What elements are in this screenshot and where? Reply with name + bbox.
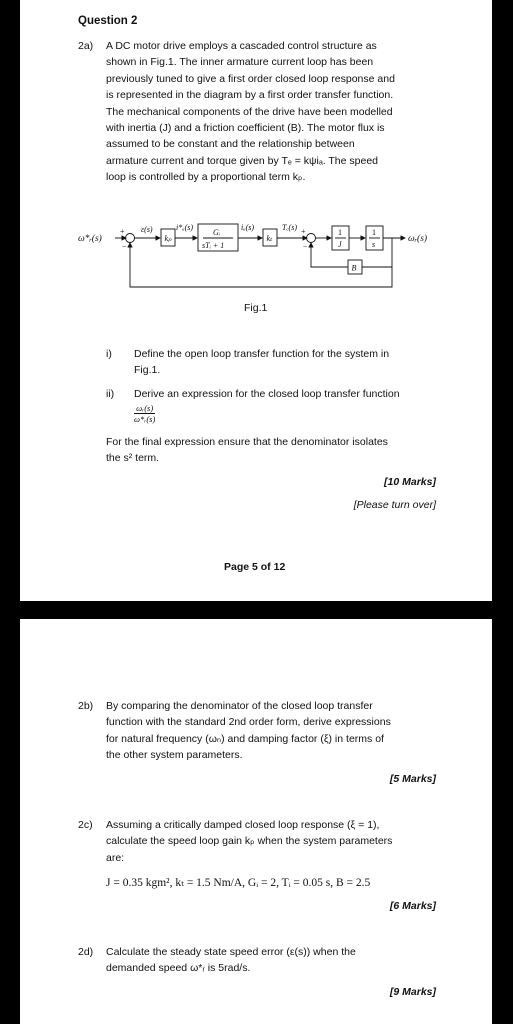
q2a-marks: [10 Marks] [384, 476, 436, 488]
q2c-number: 2c) [78, 819, 93, 831]
q2b-marks: [5 Marks] [389, 773, 436, 785]
turn-over-note: [Please turn over] [353, 499, 436, 511]
ia-ref-label: i*ₐ(s) [176, 223, 194, 232]
integrator-numerator: 1 [372, 228, 376, 237]
input-label: ω*ᵣ(s) [78, 234, 102, 244]
q2a-line: loop is controlled by a proportional term kₚ. [106, 171, 306, 184]
question-title: Question 2 [78, 15, 138, 27]
q2a-line: armature current and torque given by Tₑ = kψiₐ. The speed [106, 154, 379, 167]
q2d-text [106, 944, 486, 977]
q2d-number: 2d) [78, 946, 94, 958]
closed-loop-fraction [134, 403, 155, 424]
sum2-minus: − [303, 242, 308, 251]
q2b-line: function with the standard 2nd order form, derive expressions [106, 716, 391, 729]
q2d-marks: [9 Marks] [389, 986, 436, 998]
error-label: ε(s) [141, 225, 153, 234]
q2c-line: are: [106, 851, 125, 864]
sum1-minus: − [122, 242, 127, 251]
q2c-line: Assuming a critically damped closed loop response (ξ = 1), [106, 819, 380, 831]
integrator-denominator: s [372, 240, 376, 249]
friction-block-label: B [351, 263, 357, 273]
kp-block-label: kₚ [164, 233, 172, 243]
final-note-line: For the final expression ensure that the denominator isolates [106, 436, 388, 448]
current-tf-denominator: sTᵢ + 1 [202, 241, 225, 250]
summing-junction-1 [126, 234, 135, 243]
q2c-line: calculate the speed loop gain kₚ when the system parameters [106, 835, 393, 848]
torque-label: Tₑ(s) [282, 223, 297, 232]
q2a-line: previously tuned to give a first order closed loop response and [106, 72, 395, 85]
q2b-line: By comparing the denominator of the closed loop transfer [106, 700, 373, 712]
q2c-text [106, 817, 486, 866]
block-diagram [20, 218, 492, 292]
figure-caption: Fig.1 [244, 302, 268, 314]
subq-i-number: i) [106, 348, 112, 360]
kt-block-label: kₜ [266, 233, 273, 243]
q2d-line: demanded speed ω*ᵣ is 5rad/s. [106, 962, 251, 975]
q2c-marks: [6 Marks] [389, 900, 436, 912]
q2a-paragraph [106, 38, 486, 186]
page-5 [20, 0, 492, 601]
fraction-numerator: ωᵣ(s) [134, 403, 155, 414]
q2c-parameters: J = 0.35 kgm², kₜ = 1.5 Nm/A, Gᵢ = 2, Tᵢ = 0.05 s, B = 2.5 [106, 877, 371, 889]
q2a-line: assumed to be constant and the relationship between [106, 138, 355, 151]
subq-i-line: Define the open loop transfer function for the system in [134, 348, 390, 360]
inertia-numerator: 1 [338, 228, 342, 237]
q2a-line: is represented in the diagram by a first order transfer function. [106, 89, 394, 102]
subq-i-text [134, 346, 474, 379]
q2b-text [106, 698, 486, 764]
final-note [106, 434, 486, 467]
q2a-line: shown in Fig.1. The inner armature current loop has been [106, 56, 374, 69]
q2b-number: 2b) [78, 700, 94, 712]
final-note-line: the s² term. [106, 452, 160, 465]
q2a-line: A DC motor drive employs a cascaded control structure as [106, 40, 377, 52]
ia-label: iₐ(s) [241, 223, 255, 232]
subq-i-line: Fig.1. [134, 364, 161, 377]
inertia-denominator: J [338, 240, 342, 249]
fraction-denominator: ω*ᵣ(s) [134, 414, 156, 424]
q2d-line: Calculate the steady state speed error (ε(s)) when the [106, 946, 356, 958]
q2b-line: the other system parameters. [106, 749, 243, 762]
current-tf-numerator: Gᵢ [213, 228, 221, 237]
q2a-number: 2a) [78, 40, 94, 52]
q2a-line: The mechanical components of the drive have been modelled [106, 105, 393, 118]
summing-junction-2 [307, 234, 316, 243]
subq-ii-text: Derive an expression for the closed loop transfer function [134, 388, 400, 400]
q2b-line: for natural frequency (ωₙ) and damping factor (ξ) in terms of [106, 732, 384, 745]
sum1-plus: + [120, 227, 125, 236]
page-6 [20, 619, 492, 1024]
q2a-line: with inertia (J) and a friction coefficient (B). The motor flux is [106, 122, 385, 135]
page-number: Page 5 of 12 [224, 561, 286, 573]
sum2-plus: + [301, 227, 306, 236]
output-label: ωᵣ(s) [408, 234, 428, 244]
subq-ii-number: ii) [106, 388, 115, 400]
